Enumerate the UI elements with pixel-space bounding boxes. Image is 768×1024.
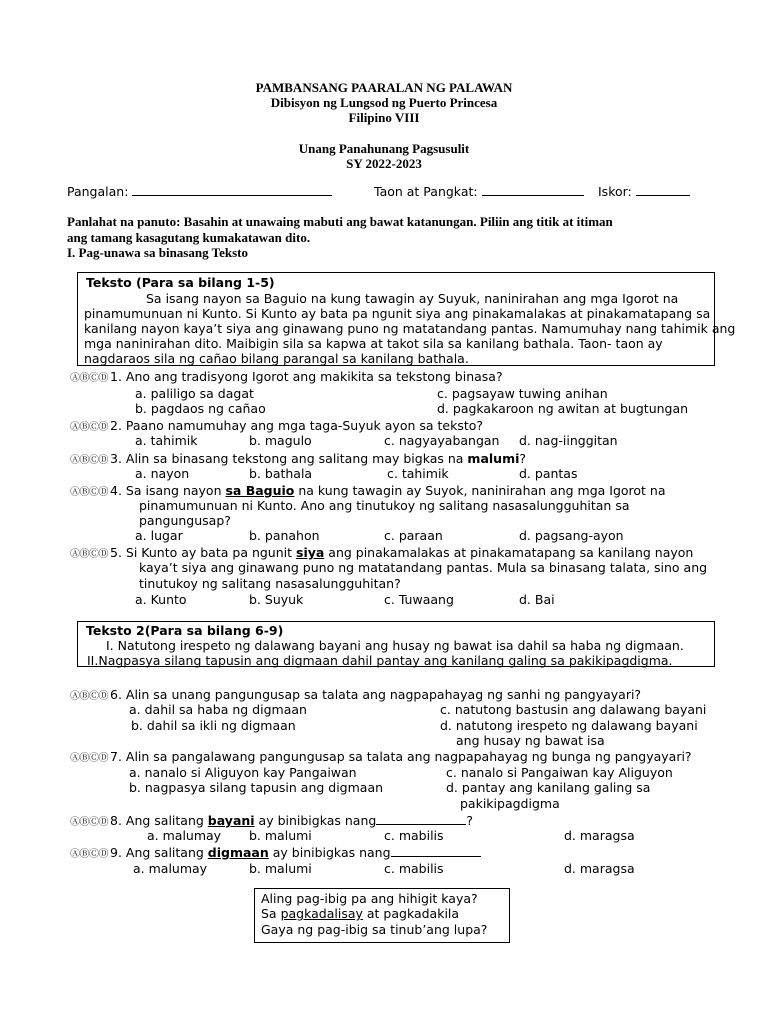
question-line: kaya’t siya ang ginawang puno ng matatandang pantas. Mula sa binasang talata, sino ang [139,560,708,575]
option-a[interactable]: a. Kunto [135,592,187,607]
option-c[interactable]: c. nagyayabangan [384,433,500,448]
poem-line: Aling pag-ibig pa ang hihigit kaya? [261,891,478,906]
answer-bubbles[interactable]: ⒶⒷⒸⒹ [70,849,108,860]
option-b[interactable]: b. dahil sa ikli ng digmaan [131,718,296,733]
question-7 [70,749,692,764]
option-d[interactable]: d. natutong irespeto ng dalawang bayani [440,718,698,733]
question-8 [70,813,473,828]
school-name: PAMBANSANG PAARALAN NG PALAWAN [255,80,513,95]
exam-title: Unang Panahunang Pagsusulit [298,141,470,156]
year-blank[interactable] [482,195,584,196]
option-c[interactable]: c. Tuwaang [384,592,454,607]
question-stem-mid: ay binibigkas nang [254,813,377,828]
section-title: I. Pag-unawa sa binasang Teksto [67,245,248,260]
option-b[interactable]: b. malumi [249,861,312,876]
option-a[interactable]: a. nanalo si Aliguyon kay Pangaiwan [129,765,357,780]
option-d[interactable]: d. pagsang-ayon [519,528,624,543]
text2-line: I. Natutong irespeto ng dalawang bayani ang husay ng bawat isa dahil sa haba ng digmaan. [106,638,684,653]
option-a[interactable]: a. paliligo sa dagat [135,386,254,401]
score-blank[interactable] [636,195,690,196]
option-d[interactable]: d. nag-iinggitan [519,433,618,448]
division-name: Dibisyon ng Lungsod ng Puerto Princesa [270,95,498,110]
score-label: Iskor: [598,184,632,199]
question-stem: 3. Alin sa binasang tekstong ang salitang may bigkas na [110,451,468,466]
text1-title: Teksto (Para sa bilang 1-5) [86,275,275,290]
underlined-keyword: siya [296,545,325,560]
year-field[interactable] [374,184,584,199]
option-d[interactable]: d. maragsa [564,861,635,876]
year-label: Taon at Pangkat: [374,184,478,199]
option-d[interactable]: d. pantay ang kanilang galing sa [446,780,651,795]
underlined-keyword: digmaan [207,845,269,860]
question-stem: 9. Ang salitang [110,845,208,860]
option-c[interactable]: c. paraan [384,528,443,543]
text1-line: Sa isang nayon sa Baguio na kung tawagin ay Suyuk, naninirahan ang mga Igorot na [146,291,679,306]
text1-line: mga naninirahan dito. Maibigin sila sa kapwa at takot sila sa kanilang bathala. Taon- taon ay [84,336,663,351]
option-c[interactable]: c. pagsayaw tuwing anihan [437,386,608,401]
name-blank[interactable] [132,195,332,196]
answer-bubbles[interactable]: ⒶⒷⒸⒹ [70,422,108,433]
name-label: Pangalan: [67,184,129,199]
question-stem-end: ang pinakamalakas at pinakamatapang sa kanilang nayon [324,545,694,560]
text1-line: kanilang nayon kaya’t siya ang ginawang puno ng matatandang pantas. Namumuhay nang tahimik ang [84,321,736,336]
school-year: SY 2022-2023 [346,156,422,171]
option-d[interactable]: d. Bai [519,592,555,607]
option-b[interactable]: b. nagpasya silang tapusin ang digmaan [129,780,384,795]
question-1 [70,369,503,384]
text1-line: pinamumunuan ni Kunto. Si Kunto ay bata pa ngunit siya ang pinakamalakas at pinakamatapang sa [84,306,711,321]
option-d-continued: ang husay ng bawat isa [456,733,605,748]
question-stem: 2. Paano namumuhay ang mga taga-Suyuk ayon sa teksto? [110,418,484,433]
name-field[interactable] [67,184,332,199]
question-stem-end: ? [466,813,473,828]
question-5 [70,545,693,560]
question-stem: 8. Ang salitang [110,813,208,828]
question-stem: 1. Ano ang tradisyong Igorot ang makikita sa tekstong binasa? [110,369,503,384]
underlined-word: pagkadalisay [280,906,363,921]
instructions-line2: ang tamang kasagutang kumakatawan dito. [67,230,311,245]
question-6 [70,687,641,702]
question-3 [70,451,526,466]
answer-bubbles[interactable]: ⒶⒷⒸⒹ [70,817,108,828]
option-b[interactable]: b. pagdaos ng cañao [135,401,266,416]
answer-bubbles[interactable]: ⒶⒷⒸⒹ [70,753,108,764]
answer-bubbles[interactable]: ⒶⒷⒸⒹ [70,487,108,498]
poem-text: Sa [261,906,281,921]
question-stem: 6. Alin sa unang pangungusap sa talata ang nagpapahayag ng sanhi ng pangyayari? [110,687,642,702]
question-9 [70,845,481,860]
text2-line: II.Nagpasya silang tapusin ang digmaan dahil pantay ang kanilang galing sa pakikipagdigma. [87,653,673,668]
option-a[interactable]: a. malumay [133,861,208,876]
text1-line: nagdaraos sila ng cañao bilang parangal sa kanilang bathala. [84,351,469,366]
question-4 [70,483,666,498]
option-b[interactable]: b. panahon [249,528,320,543]
underlined-keyword: sa Baguio [225,483,295,498]
option-d[interactable]: d. maragsa [564,828,635,843]
question-stem-end: ? [519,451,527,466]
answer-bubbles[interactable]: ⒶⒷⒸⒹ [70,691,108,702]
answer-bubbles[interactable]: ⒶⒷⒸⒹ [70,373,108,384]
option-c[interactable]: c. tahimik [387,466,449,481]
option-c[interactable]: c. mabilis [384,861,444,876]
question-stem: 7. Alin sa pangalawang pangungusap sa talata ang nagpapahayag ng bunga ng pangyayari? [110,749,692,764]
score-field[interactable] [598,184,690,199]
question-stem: 4. Sa isang nayon [110,483,226,498]
answer-bubbles[interactable]: ⒶⒷⒸⒹ [70,455,108,466]
question-line: tinutukoy ng salitang nasasalungguhitan? [139,576,401,591]
option-b[interactable]: b. magulo [249,433,312,448]
option-a[interactable]: a. nayon [135,466,190,481]
underlined-keyword: bayani [207,813,255,828]
question-line: pangungusap? [139,513,231,528]
option-d-continued: pakikipagdigma [460,796,560,811]
question-stem-end: na kung tawagin ay Suyok, naninirahan ang mga Igorot na [294,483,666,498]
text2-title: Teksto 2(Para sa bilang 6-9) [86,623,284,638]
option-a[interactable]: a. dahil sa haba ng digmaan [129,702,307,717]
option-c[interactable]: c. natutong bastusin ang dalawang bayani [440,702,707,717]
option-b[interactable]: b. Suyuk [249,592,304,607]
question-2 [70,418,483,433]
question-line: pinamumunuan ni Kunto. Ano ang tinutukoy ng salitang nasasalungguhitan sa [139,498,630,513]
answer-blank[interactable] [376,824,466,825]
answer-bubbles[interactable]: ⒶⒷⒸⒹ [70,549,108,560]
option-b[interactable]: b. bathala [249,466,313,481]
option-d[interactable]: d. pantas [519,466,578,481]
option-a[interactable]: a. malumay [147,828,222,843]
poem-text: at pagkadakila [362,906,460,921]
option-d[interactable]: d. pagkakaroon ng awitan at bugtungan [437,401,689,416]
poem-line: Gaya ng pag-ibig sa tinub’ang lupa? [261,922,488,937]
option-c[interactable]: c. mabilis [384,828,444,843]
answer-blank[interactable] [391,856,481,857]
option-b[interactable]: b. malumi [249,828,312,843]
subject-name: Filipino VIII [348,110,420,125]
question-stem-mid: ay binibigkas nang [268,845,391,860]
poem-line [261,906,459,921]
option-a[interactable]: a. tahimik [135,433,198,448]
keyword: malumi [467,451,520,466]
option-c[interactable]: c. nanalo si Pangaiwan kay Aliguyon [446,765,673,780]
option-a[interactable]: a. lugar [135,528,183,543]
instructions-line1: Panlahat na panuto: Basahin at unawaing mabuti ang bawat katanungan. Piliin ang titik at itiman [67,214,613,229]
question-stem: 5. Si Kunto ay bata pa ngunit [110,545,296,560]
